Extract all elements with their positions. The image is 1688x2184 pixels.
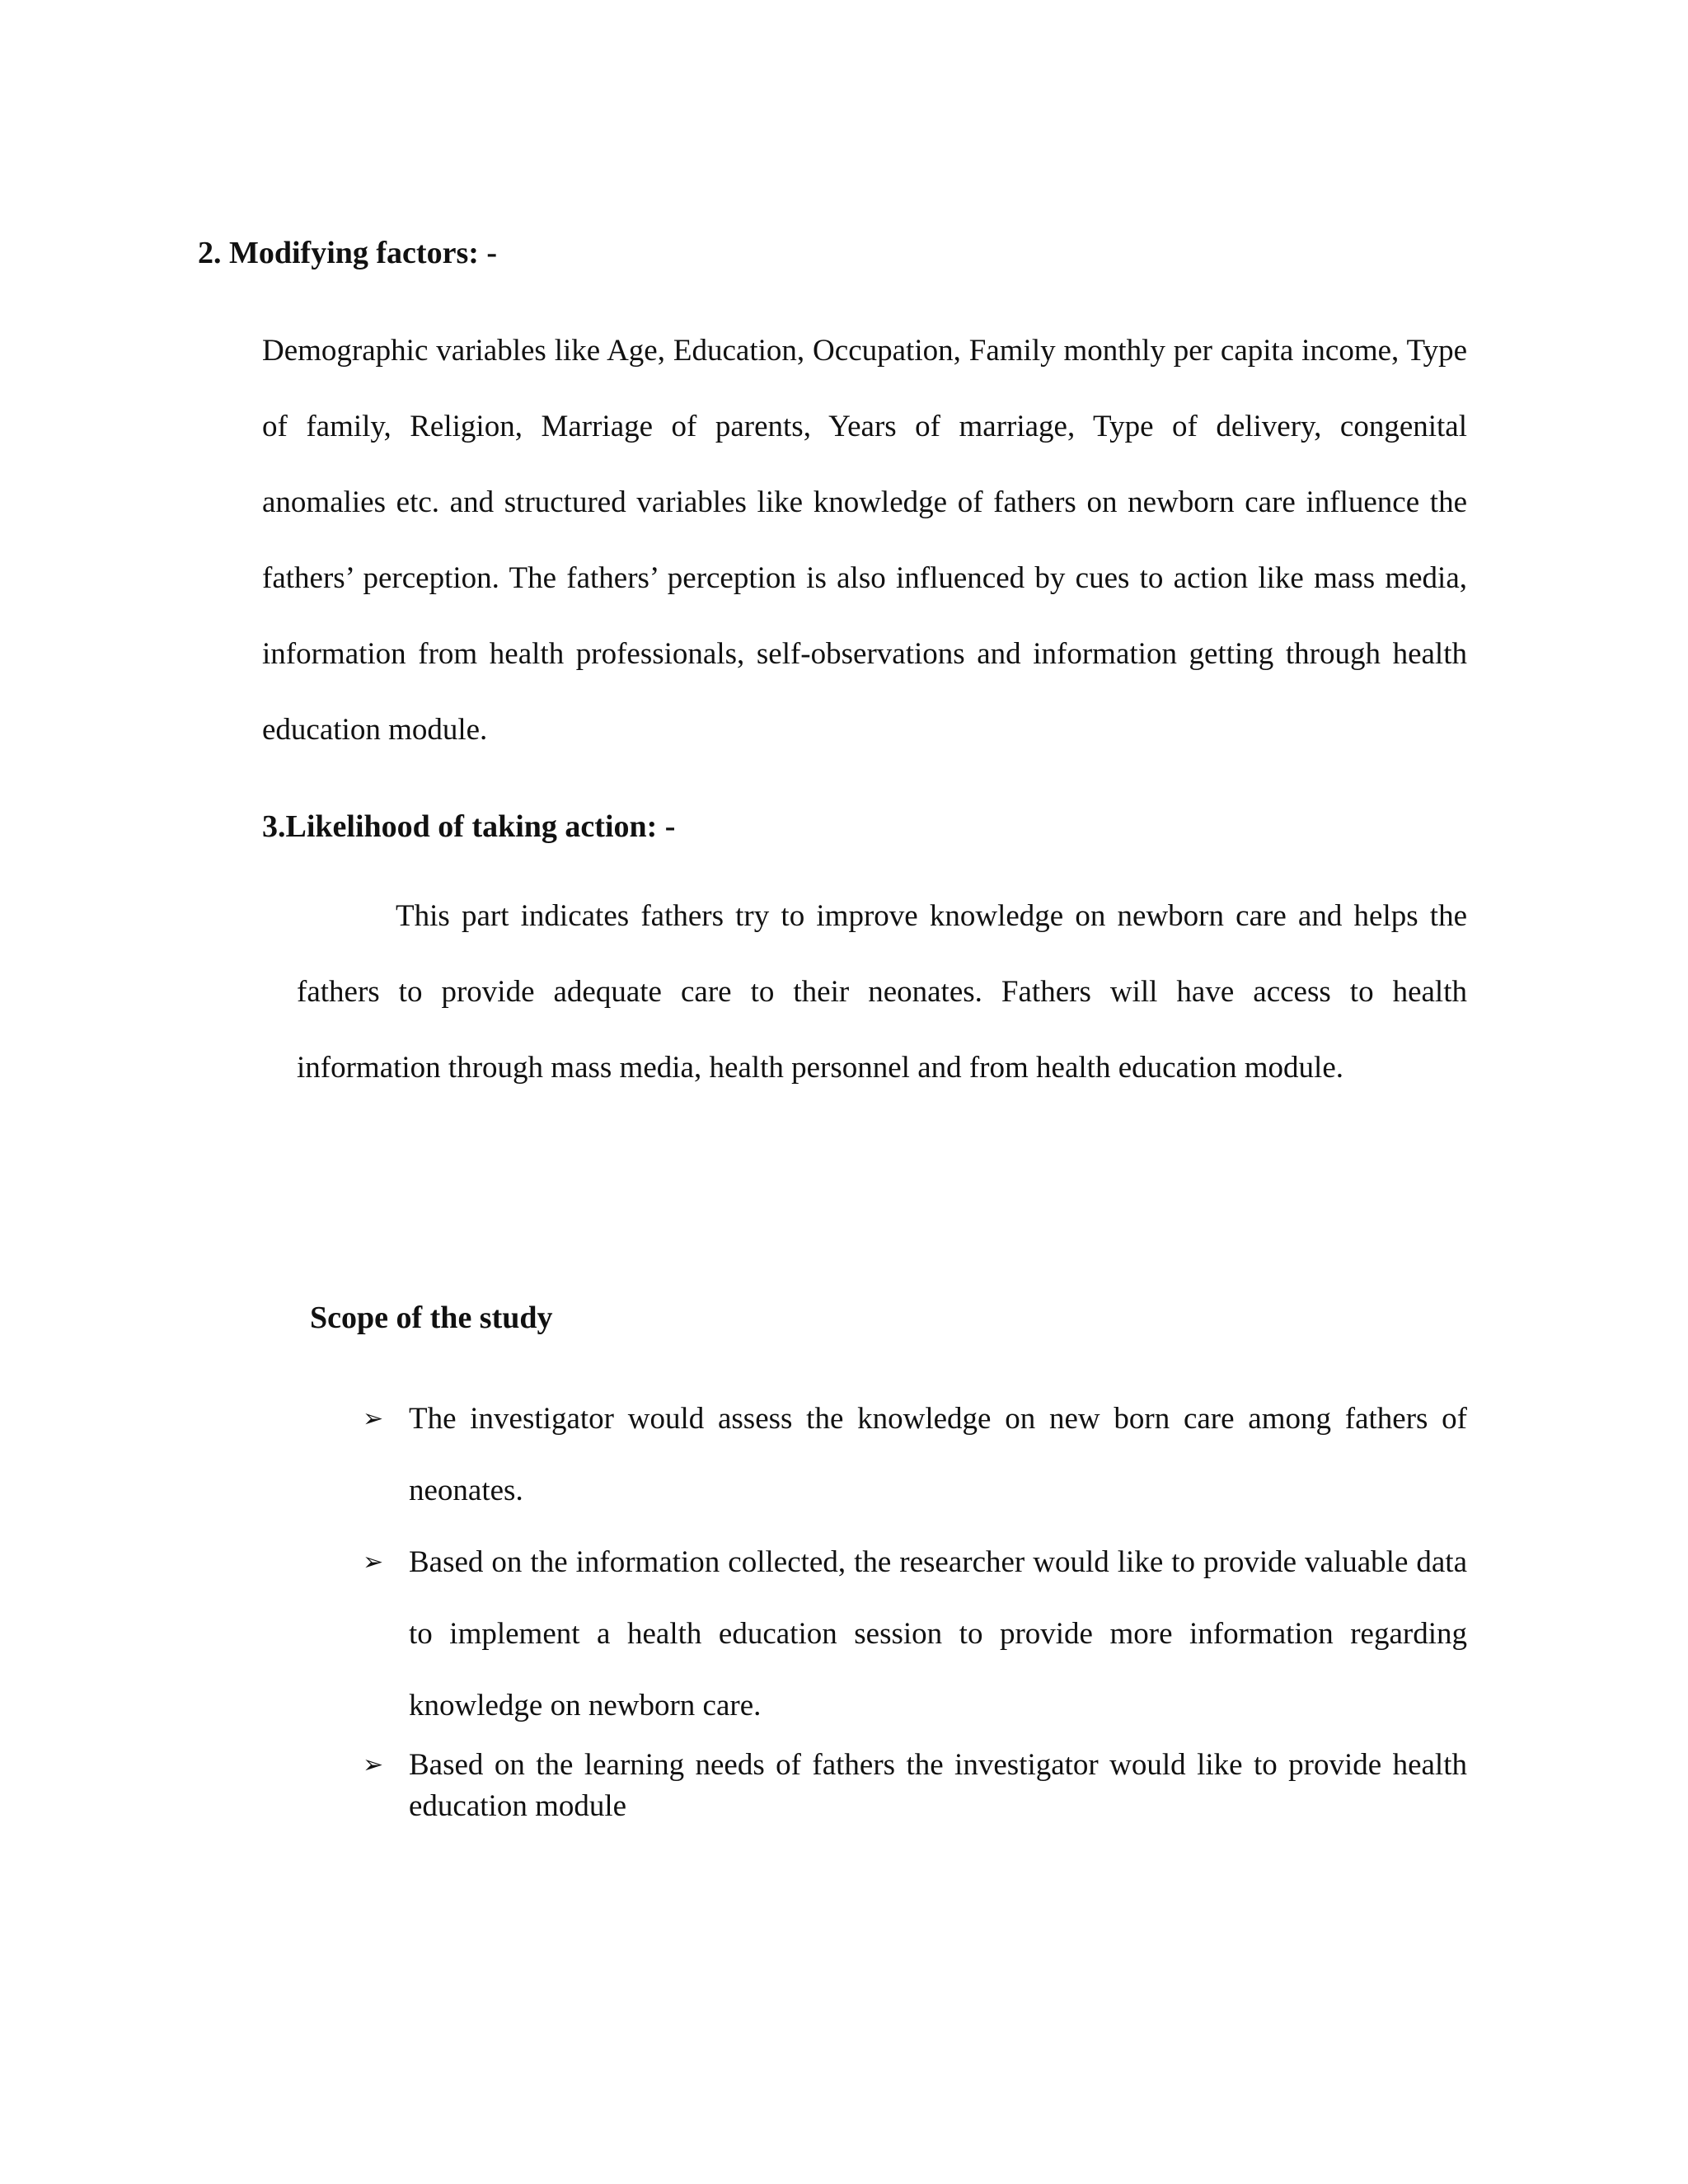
list-item-text: Based on the learning needs of fathers the investigator would like to provide health education module (409, 1748, 1467, 1823)
list-item (363, 1526, 1467, 1741)
arrow-bullet-icon: ➢ (363, 1548, 384, 1577)
section-heading-scope: Scope of the study (310, 1301, 553, 1335)
list-item (363, 1383, 1467, 1526)
paragraph-modifying-factors: Demographic variables like Age, Education, Occupation, Family monthly per capita income, Type of family, Religion, Marriage of parents, Years of marriage, Type of delivery, congenital anomalies etc. and structured variables like knowledge of fathers on newborn care influence the fathers’ perception. The fathers’ perception is also influenced by cues to action like mass media, information from health professionals, self-observations and information getting through health education module. (262, 334, 1467, 747)
arrow-bullet-icon: ➢ (363, 1404, 384, 1433)
list-item (363, 1745, 1467, 1827)
section-heading-modifying-factors: 2. Modifying factors: - (198, 236, 498, 270)
section-heading-likelihood: 3.Likelihood of taking action: - (262, 809, 676, 844)
list-item-text: The investigator would assess the knowledge on new born care among fathers of neonates. (409, 1402, 1467, 1507)
arrow-bullet-icon: ➢ (363, 1750, 384, 1779)
paragraph-likelihood: This part indicates fathers try to improve knowledge on newborn care and helps the fathers to provide adequate care to their neonates. Fathers will have access to health information through mass media, health personnel and from health education module. (297, 899, 1467, 1085)
list-item-text: Based on the information collected, the researcher would like to provide valuable data to implement a health education session to provide more information regarding knowledge on newborn care. (409, 1545, 1467, 1722)
scope-bullet-list (363, 1383, 1467, 1827)
